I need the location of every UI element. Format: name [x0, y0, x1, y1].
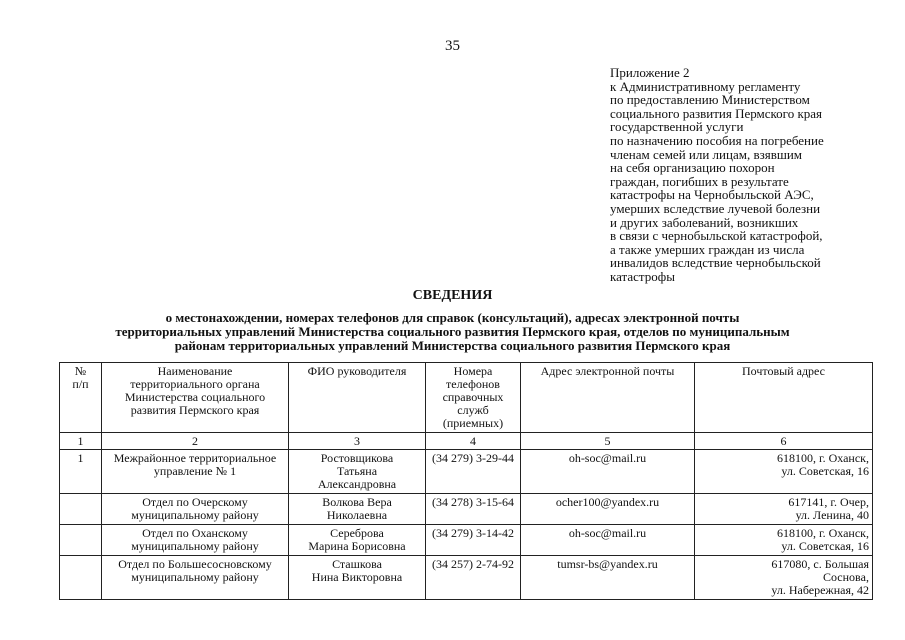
appendix-note: Приложение 2 к Административному регламенту по предоставлению Министерством социального развития Пермского края государственной услуги по назначению пособия на погребение членам семей или лицам, взявшим на себя организацию похорон граждан, погибших в результате катастрофы на Чернобыльской АЭС, умерших вследствие лучевой болезни и других заболеваний, возникших в связи с чернобыльской катастрофой, а также умерших граждан из числа инвалидов вследствие чернобыльской катастрофы [610, 65, 824, 284]
email-address: ocher100@yandex.ru [521, 494, 695, 525]
header-phone: Номера телефонов справочных служб (приемных) [426, 363, 521, 433]
head-name: Ростовщикова Татьяна Александровна [289, 450, 426, 494]
header-address: Почтовый адрес [695, 363, 873, 433]
header-number: № п/п [60, 363, 102, 433]
column-number: 2 [102, 433, 289, 450]
document-subtitle: о местонахождении, номерах телефонов для справок (консультаций), адресах электронной почты территориальных управлений Министерства социального развития Пермского края, отделов по муниципальным районам территориальных управлений Министерства социального развития Пермского края [115, 310, 790, 353]
phone-number: (34 278) 3-15-64 [426, 494, 521, 525]
column-number: 6 [695, 433, 873, 450]
head-name: Сташкова Нина Викторовна [289, 556, 426, 600]
column-number: 5 [521, 433, 695, 450]
column-number: 4 [426, 433, 521, 450]
document-title: СВЕДЕНИЯ [412, 288, 493, 303]
row-number [60, 494, 102, 525]
organ-name: Отдел по Оханскому муниципальному району [102, 525, 289, 556]
organ-name: Отдел по Большесосновскому муниципальному району [102, 556, 289, 600]
phone-number: (34 279) 3-29-44 [426, 450, 521, 494]
header-email: Адрес электронной почты [521, 363, 695, 433]
postal-address: 618100, г. Оханск, ул. Советская, 16 [695, 525, 873, 556]
row-number [60, 525, 102, 556]
postal-address: 617141, г. Очер, ул. Ленина, 40 [695, 494, 873, 525]
table-header-row [60, 363, 873, 433]
page-number: 35 [445, 38, 460, 54]
table-row [60, 494, 873, 525]
phone-number: (34 279) 3-14-42 [426, 525, 521, 556]
organ-name: Межрайонное территориальное управление № 1 [102, 450, 289, 494]
postal-address: 618100, г. Оханск, ул. Советская, 16 [695, 450, 873, 494]
table-row [60, 556, 873, 600]
contacts-table [59, 362, 873, 600]
table-row [60, 450, 873, 494]
head-name: Волкова Вера Николаевна [289, 494, 426, 525]
header-head-name: ФИО руководителя [289, 363, 426, 433]
email-address: oh-soc@mail.ru [521, 450, 695, 494]
header-organ-name: Наименование территориального органа Министерства социального развития Пермского края [102, 363, 289, 433]
table-row [60, 525, 873, 556]
organ-name: Отдел по Очерскому муниципальному району [102, 494, 289, 525]
column-number-row [60, 433, 873, 450]
head-name: Сереброва Марина Борисовна [289, 525, 426, 556]
postal-address: 617080, с. Большая Сосновa, ул. Набережная, 42 [695, 556, 873, 600]
column-number: 1 [60, 433, 102, 450]
email-address: oh-soc@mail.ru [521, 525, 695, 556]
email-address: tumsr-bs@yandex.ru [521, 556, 695, 600]
column-number: 3 [289, 433, 426, 450]
phone-number: (34 257) 2-74-92 [426, 556, 521, 600]
row-number: 1 [60, 450, 102, 494]
row-number [60, 556, 102, 600]
